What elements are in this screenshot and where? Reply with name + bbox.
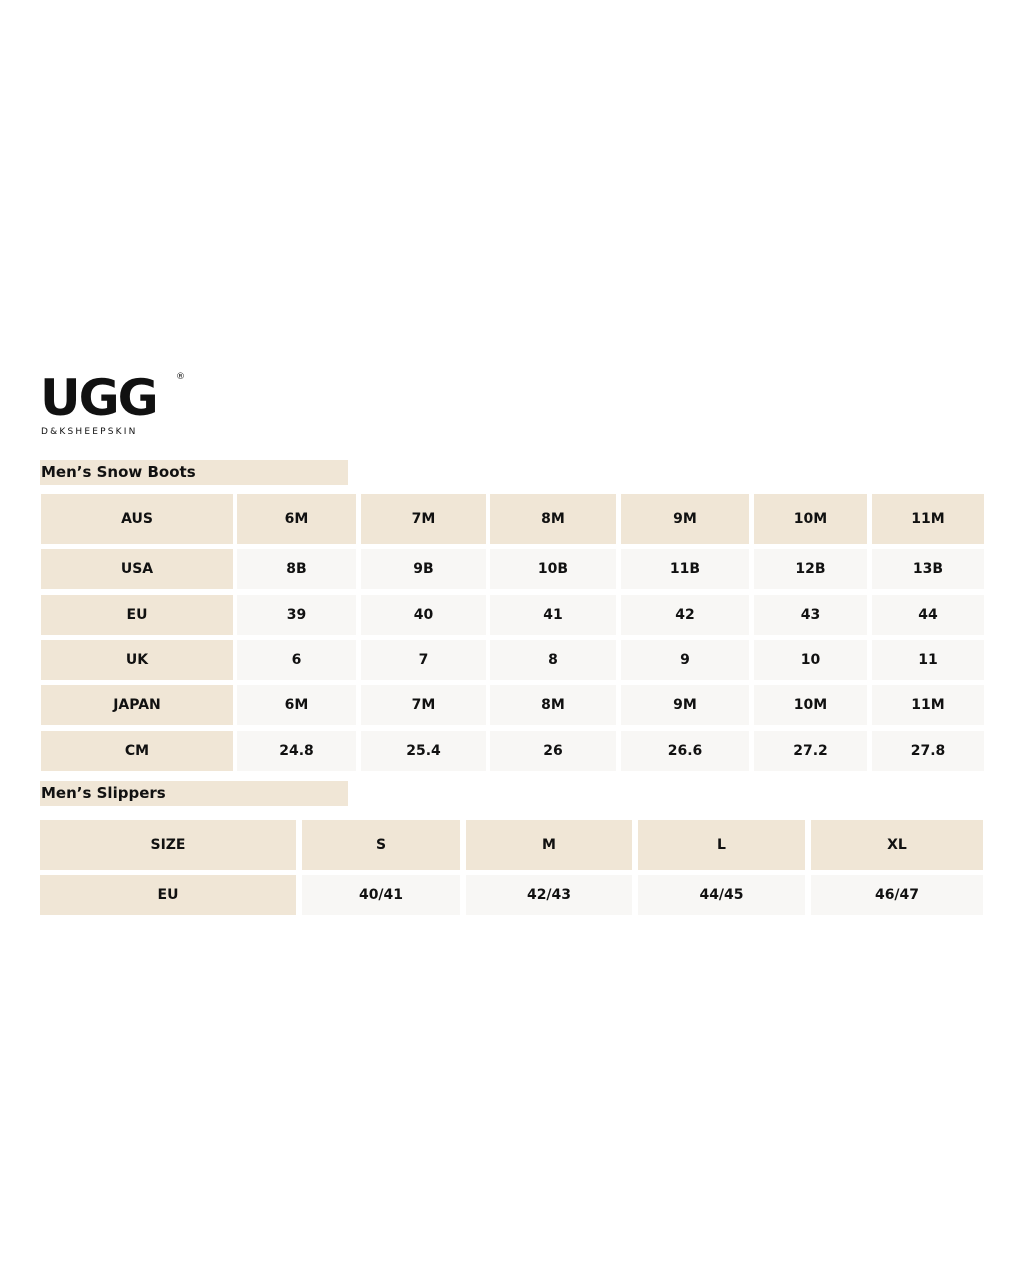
ugg-logo	[40, 369, 190, 440]
snow-boots-cell: 9	[621, 640, 749, 680]
snow-boots-cell: 24.8	[237, 731, 356, 771]
slippers-row-label: EU	[40, 875, 296, 915]
snow-boots-cell: 44	[872, 595, 984, 635]
snow-boots-cell: 10M	[754, 494, 867, 544]
snow-boots-cell: 10B	[490, 549, 616, 589]
snow-boots-cell: 39	[237, 595, 356, 635]
snow-boots-cell: 26	[490, 731, 616, 771]
slippers-cell: 42/43	[466, 875, 632, 915]
snow-boots-cell: 9M	[621, 494, 749, 544]
snow-boots-cell: 6M	[237, 494, 356, 544]
snow-boots-row-label: JAPAN	[41, 685, 233, 725]
snow-boots-cell: 25.4	[361, 731, 486, 771]
snow-boots-cell: 40	[361, 595, 486, 635]
snow-boots-cell: 11M	[872, 685, 984, 725]
snow-boots-row-label: UK	[41, 640, 233, 680]
slippers-title: Men’s Slippers	[40, 781, 348, 806]
snow-boots-cell: 10	[754, 640, 867, 680]
snow-boots-cell: 6M	[237, 685, 356, 725]
snow-boots-cell: 8M	[490, 685, 616, 725]
snow-boots-row-label: EU	[41, 595, 233, 635]
snow-boots-cell: 10M	[754, 685, 867, 725]
snow-boots-cell: 26.6	[621, 731, 749, 771]
snow-boots-cell: 7M	[361, 685, 486, 725]
brand-wordmark: UGG	[40, 369, 157, 427]
snow-boots-row-label: USA	[41, 549, 233, 589]
snow-boots-cell: 11M	[872, 494, 984, 544]
snow-boots-cell: 42	[621, 595, 749, 635]
snow-boots-cell: 43	[754, 595, 867, 635]
slippers-cell: XL	[811, 820, 983, 870]
snow-boots-cell: 8M	[490, 494, 616, 544]
snow-boots-cell: 11B	[621, 549, 749, 589]
snow-boots-title: Men’s Snow Boots	[40, 460, 348, 485]
slippers-cell: 44/45	[638, 875, 805, 915]
snow-boots-row-label: CM	[41, 731, 233, 771]
snow-boots-cell: 7M	[361, 494, 486, 544]
slippers-cell: 46/47	[811, 875, 983, 915]
snow-boots-cell: 11	[872, 640, 984, 680]
snow-boots-cell: 8B	[237, 549, 356, 589]
slippers-cell: S	[302, 820, 460, 870]
slippers-cell: 40/41	[302, 875, 460, 915]
snow-boots-cell: 27.2	[754, 731, 867, 771]
brand-tagline: D&KSHEEPSKIN	[41, 427, 138, 437]
registered-mark: ®	[176, 372, 185, 382]
slippers-cell: L	[638, 820, 805, 870]
snow-boots-cell: 12B	[754, 549, 867, 589]
slippers-row-label: SIZE	[40, 820, 296, 870]
snow-boots-cell: 13B	[872, 549, 984, 589]
slippers-cell: M	[466, 820, 632, 870]
snow-boots-cell: 27.8	[872, 731, 984, 771]
snow-boots-row-label: AUS	[41, 494, 233, 544]
snow-boots-cell: 9B	[361, 549, 486, 589]
snow-boots-cell: 8	[490, 640, 616, 680]
snow-boots-cell: 9M	[621, 685, 749, 725]
snow-boots-cell: 41	[490, 595, 616, 635]
snow-boots-cell: 6	[237, 640, 356, 680]
snow-boots-cell: 7	[361, 640, 486, 680]
